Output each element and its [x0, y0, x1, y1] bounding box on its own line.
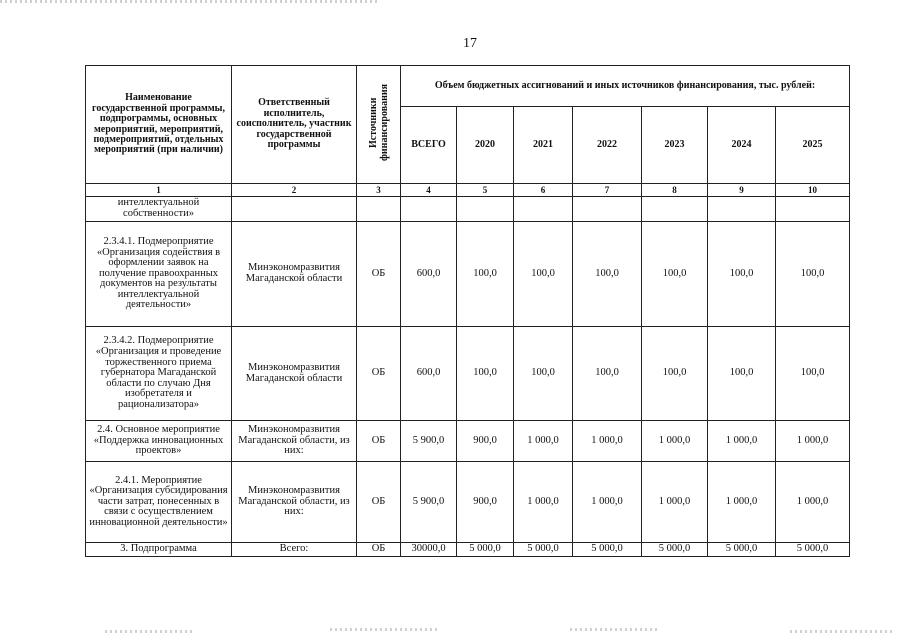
row-value: 600,0 — [401, 222, 457, 327]
column-number: 8 — [642, 184, 708, 197]
page-number: 17 — [463, 36, 477, 51]
row-value: 1 000,0 — [642, 462, 708, 543]
row-value: 900,0 — [457, 462, 514, 543]
row-source: ОБ — [357, 222, 401, 327]
row-responsible — [232, 197, 357, 222]
row-value: 100,0 — [514, 327, 573, 421]
row-value: 100,0 — [457, 327, 514, 421]
header-source — [357, 66, 401, 184]
row-value: 5 000,0 — [642, 543, 708, 557]
row-value — [708, 197, 776, 222]
row-value: 1 000,0 — [514, 421, 573, 462]
scan-artifact — [0, 0, 380, 3]
column-number: 10 — [776, 184, 850, 197]
row-value — [573, 197, 642, 222]
column-number: 7 — [573, 184, 642, 197]
column-number: 6 — [514, 184, 573, 197]
row-source — [357, 197, 401, 222]
row-value: 900,0 — [457, 421, 514, 462]
row-value: 100,0 — [642, 222, 708, 327]
row-value — [457, 197, 514, 222]
row-value: 100,0 — [776, 222, 850, 327]
row-value: 1 000,0 — [642, 421, 708, 462]
header-year-2025: 2025 — [776, 107, 850, 184]
row-name: 3. Подпрограмма — [86, 543, 232, 557]
row-responsible: Минэкономразвития Магаданской области, из них: — [232, 462, 357, 543]
row-value — [514, 197, 573, 222]
row-source: ОБ — [357, 462, 401, 543]
row-value: 1 000,0 — [573, 421, 642, 462]
row-responsible: Минэкономразвития Магаданской области — [232, 327, 357, 421]
row-source: ОБ — [357, 543, 401, 557]
column-number: 9 — [708, 184, 776, 197]
row-value: 5 000,0 — [514, 543, 573, 557]
row-responsible: Всего: — [232, 543, 357, 557]
row-value: 1 000,0 — [573, 462, 642, 543]
row-value: 100,0 — [708, 222, 776, 327]
row-source: ОБ — [357, 421, 401, 462]
header-year-2021: 2021 — [514, 107, 573, 184]
table-row — [86, 222, 850, 327]
column-number: 4 — [401, 184, 457, 197]
row-name: интеллектуальной собственности» — [86, 197, 232, 222]
row-value — [642, 197, 708, 222]
row-value: 1 000,0 — [514, 462, 573, 543]
row-value: 100,0 — [642, 327, 708, 421]
row-responsible: Минэкономразвития Магаданской области, из них: — [232, 421, 357, 462]
table-row — [86, 462, 850, 543]
header-year-total: ВСЕГО — [401, 107, 457, 184]
table-row — [86, 327, 850, 421]
row-value: 1 000,0 — [708, 421, 776, 462]
budget-table — [85, 65, 850, 557]
header-volume: Объем бюджетных ассигнований и иных источников финансирования, тыс. рублей: — [401, 66, 850, 107]
row-value — [401, 197, 457, 222]
row-value: 5 000,0 — [457, 543, 514, 557]
column-number-row — [86, 184, 850, 197]
row-responsible: Минэкономразвития Магаданской области — [232, 222, 357, 327]
table-row — [86, 543, 850, 557]
row-value: 1 000,0 — [776, 462, 850, 543]
row-name: 2.3.4.1. Подмероприятие «Организация содействия в оформлении заявок на получение правоохранных документов на результаты интеллектуальной деятельности» — [86, 222, 232, 327]
row-source: ОБ — [357, 327, 401, 421]
row-value: 100,0 — [514, 222, 573, 327]
column-number: 2 — [232, 184, 357, 197]
scan-artifact — [330, 628, 440, 631]
row-value: 1 000,0 — [708, 462, 776, 543]
row-value: 5 900,0 — [401, 421, 457, 462]
row-value: 5 000,0 — [573, 543, 642, 557]
header-year-2024: 2024 — [708, 107, 776, 184]
scan-artifact — [790, 630, 895, 633]
scan-artifact — [105, 630, 195, 633]
table-row — [86, 421, 850, 462]
column-number: 1 — [86, 184, 232, 197]
row-value: 100,0 — [573, 327, 642, 421]
column-number: 5 — [457, 184, 514, 197]
row-name: 2.4. Основное мероприятие «Поддержка инновационных проектов» — [86, 421, 232, 462]
row-value: 100,0 — [776, 327, 850, 421]
header-year-2020: 2020 — [457, 107, 514, 184]
header-responsible: Ответственный исполнитель, соисполнитель, участник государственной программы — [232, 66, 357, 184]
row-name: 2.3.4.2. Подмероприятие «Организация и проведение торжественного приема губернатора Магаданской области по случаю Дня изобретателя и рационализатора» — [86, 327, 232, 421]
column-number: 3 — [357, 184, 401, 197]
row-value: 600,0 — [401, 327, 457, 421]
scan-artifact — [570, 628, 660, 631]
header-year-2023: 2023 — [642, 107, 708, 184]
row-value: 100,0 — [708, 327, 776, 421]
row-value: 5 000,0 — [708, 543, 776, 557]
row-value: 30000,0 — [401, 543, 457, 557]
row-value: 100,0 — [573, 222, 642, 327]
row-value: 100,0 — [457, 222, 514, 327]
header-source-label: Источники финансирования — [367, 84, 390, 162]
header-row-top — [86, 66, 850, 107]
header-year-2022: 2022 — [573, 107, 642, 184]
header-name: Наименование государственной программы, подпрограммы, основных мероприятий, мероприятий, подмероприятий, отдельных мероприятий (при наличии) — [86, 66, 232, 184]
row-value: 1 000,0 — [776, 421, 850, 462]
row-value — [776, 197, 850, 222]
row-value: 5 000,0 — [776, 543, 850, 557]
table-row — [86, 197, 850, 222]
row-name: 2.4.1. Мероприятие «Организация субсидирования части затрат, понесенных в связи с осуществлением инновационной деятельности» — [86, 462, 232, 543]
row-value: 5 900,0 — [401, 462, 457, 543]
